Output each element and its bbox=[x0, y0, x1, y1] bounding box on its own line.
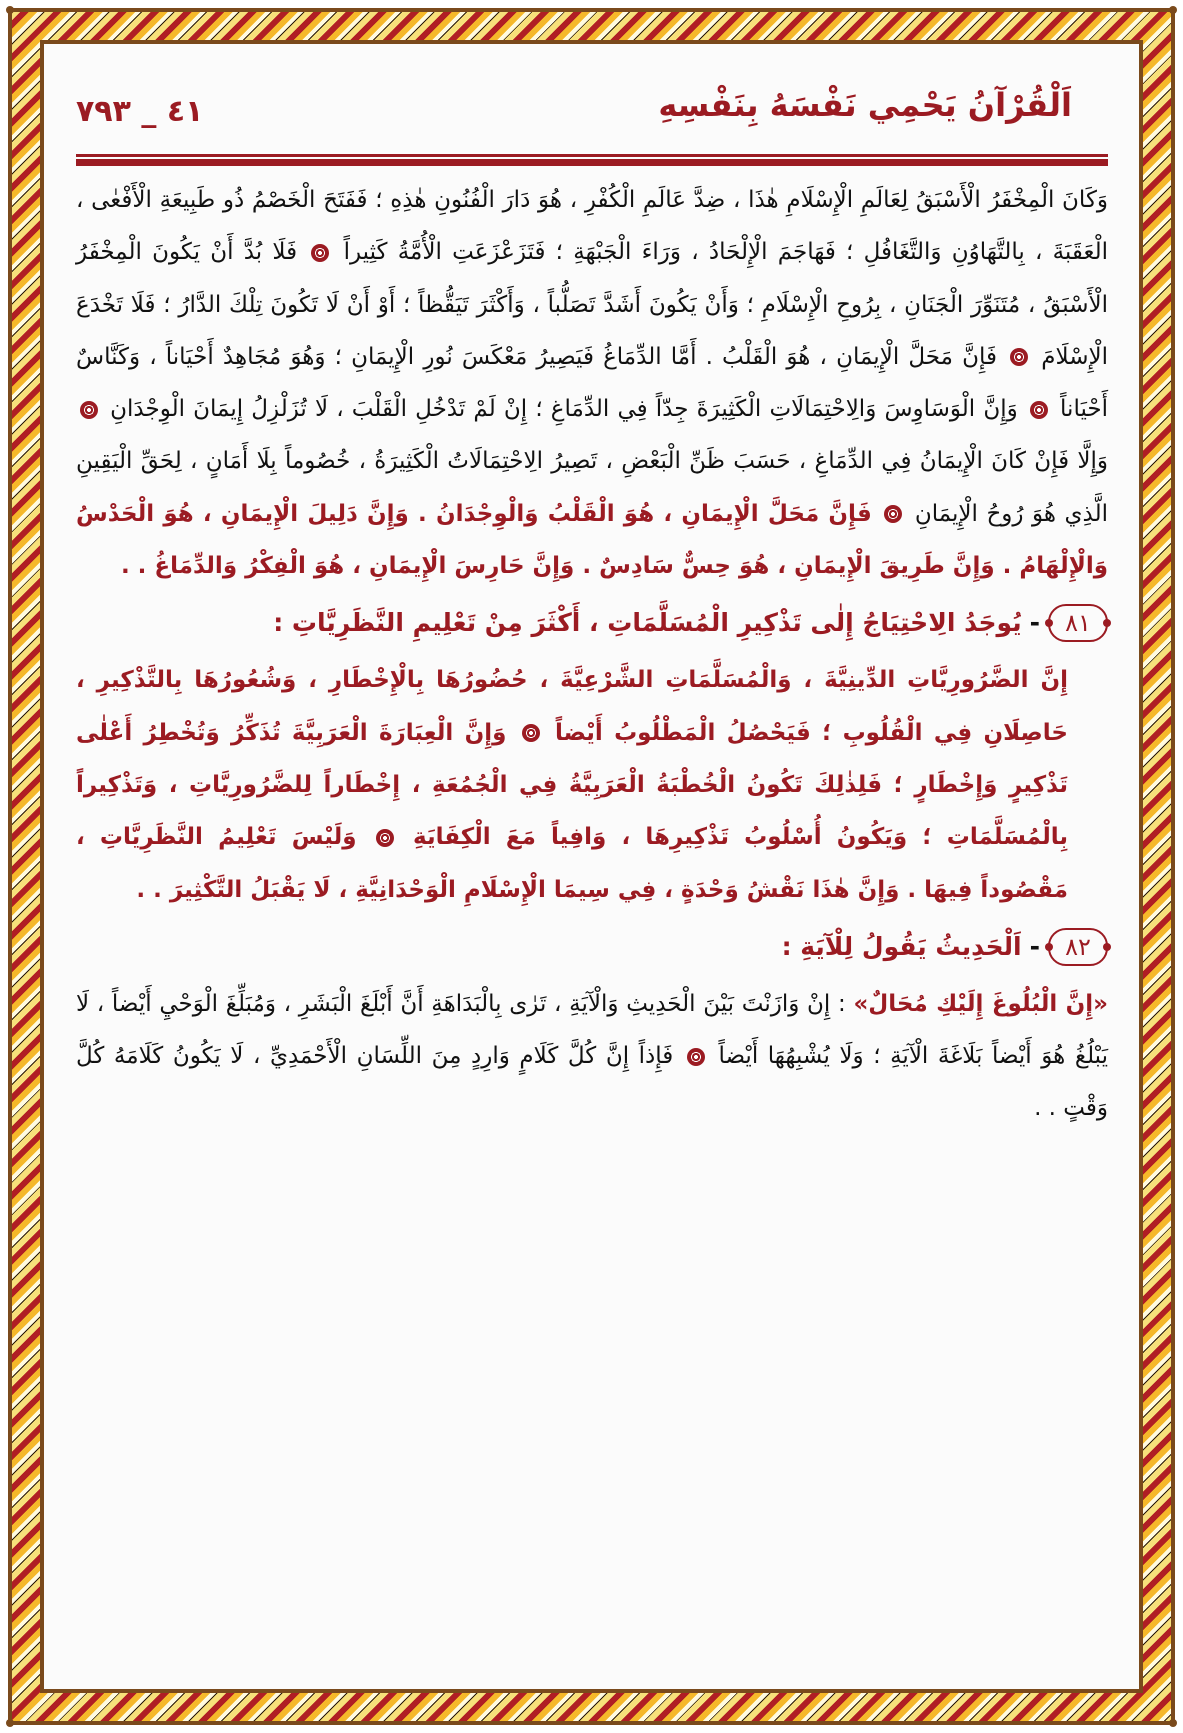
text-run: وَكَانَ الْمِخْفَرُ الْأَسْبَقُ لِعَالَمِ الْإِسْلَامِ هٰذَا ، ضِدَّ عَالَمِ الْكُفْرِ ، هُوَ دَارَ الْفُنُونِ هٰذِهِ ؛ فَفَتَحَ الْخَصْمُ ذُو طَبِيعَةِ الْأَفْعٰى ، الْعَقَبَةَ ، بِالتَّهَاوُنِ وَالتَّغَافُلِ ؛ فَهَاجَمَ الْإِلْحَادُ ، وَرَاءَ الْجَبْهَةِ ؛ فَتَزَعْزَعَتِ الْأُمَّةُ كَثِيراً bbox=[76, 187, 1109, 266]
flower-ornament-icon bbox=[1010, 348, 1028, 366]
header-rule-thin bbox=[76, 154, 1108, 157]
corner-knob-icon bbox=[1169, 6, 1177, 14]
flower-ornament-icon bbox=[80, 401, 98, 419]
corner-knob-icon bbox=[1169, 1719, 1177, 1727]
page-number: ٤١ _ ٧٩٣ bbox=[76, 94, 204, 129]
section-heading-82 bbox=[76, 916, 1108, 978]
highlighted-text-run: فَإِنَّ مَحَلَّ الْإِيمَانِ ، هُوَ الْقَلْبُ وَالْوِجْدَانُ . وَإِنَّ دَلِيلَ الْإِيمَانِ ، هُوَ الْحَدْسُ وَالْإِلْهَامُ . وَإِنَّ طَرِيقَ الْإِيمَانِ ، هُوَ حِسٌّ سَادِسٌ . وَإِنَّ حَارِسَ الْإِيمَانِ ، هُوَ الْفِكْرُ وَالدِّمَاغُ . . bbox=[76, 500, 1108, 580]
text-run: : إِنْ وَازَنْتَ بَيْنَ الْحَدِيثِ وَالْآيَةِ ، تَرٰى بِالْبَدَاهَةِ أَنَّ أَبْلَغَ الْبَشَرِ ، وَمُبَلِّغَ الْوَحْيِ أَيْضاً ، لَا يَبْلُغُ هُوَ أَيْضاً بَلَاغَةَ الْآيَةِ ؛ وَلَا يُشْبِهُهَا أَيْضاً bbox=[76, 990, 1109, 1070]
section-heading-81 bbox=[76, 592, 1108, 654]
corner-knob-icon bbox=[6, 6, 14, 14]
text-run: وَإِنَّ الْعِبَارَةَ الْعَرَبِيَّةَ تُذَكِّرُ وَتُخْطِرُ أَعْلٰى تَذْكِيرٍ وَإِخْطَارٍ ؛ فَلِذٰلِكَ تَكُونُ الْخُطْبَةُ الْعَرَبِيَّةُ فِي الْجُمُعَةِ ، إِخْطَاراً لِلضَّرُورِيَّاتِ ، وَتَذْكِيراً بِالْمُسَلَّمَاتِ ؛ وَيَكُونُ أُسْلُوبُ تَذْكِيرِهَا ، وَافِياً مَعَ الْكِفَايَةِ bbox=[76, 719, 1069, 851]
flower-ornament-icon bbox=[884, 505, 902, 523]
header-rule-thick bbox=[76, 159, 1108, 166]
flower-ornament-icon bbox=[376, 829, 394, 847]
page-header bbox=[72, 72, 1112, 152]
text-run: إِنَّ الضَّرُورِيَّاتِ الدِّينِيَّةَ ، وَالْمُسَلَّمَاتِ الشَّرْعِيَّةَ ، حُضُورُهَا بِالْإِخْطَارِ ، وَشُعُورُهَا بِالتَّذْكِيرِ ، حَاصِلَانِ فِي الْقُلُوبِ ؛ فَيَحْصُلُ الْمَطْلُوبُ أَيْضاً bbox=[76, 667, 1068, 746]
text-run: فَإِذاً إِنَّ كُلَّ كَلَامٍ وَارِدٍ مِنَ اللِّسَانِ الْأَحْمَدِيِّ ، لَا يَكُونُ كَلَامَهُ كُلَّ وَقْتٍ . . bbox=[76, 1043, 1108, 1122]
heading-dash: - bbox=[1029, 608, 1040, 638]
paragraph-82 bbox=[76, 978, 1108, 1135]
paragraph-81 bbox=[76, 654, 1108, 915]
section-heading-text: اَلْحَدِيثُ يَقُولُ لِلْآيَةِ : bbox=[781, 931, 1022, 961]
corner-knob-icon bbox=[6, 1719, 14, 1727]
section-heading-text: يُوجَدُ الِاحْتِيَاجُ إِلٰى تَذْكِيرِ الْمُسَلَّمَاتِ ، أَكْثَرَ مِنْ تَعْلِيمِ النَّظَرِيَّاتِ : bbox=[273, 608, 1022, 638]
ornate-number-badge-icon: ٨٢ bbox=[1048, 928, 1108, 966]
page-title: اَلْقُرْآنُ يَحْمِي نَفْسَهُ بِنَفْسِهِ bbox=[658, 86, 1072, 124]
text-run: وَإِلَّا فَإِنْ كَانَ الْإِيمَانُ فِي الدِّمَاغِ ، حَسَبَ ظَنِّ الْبَعْضِ ، تَصِيرُ الِاحْتِمَالَاتُ الْكَثِيرَةُ ، خُصُوماً بِلَا أَمَانٍ ، لِحَقِّ الْيَقِينِ الَّذِي هُوَ رُوحُ الْإِيمَانِ bbox=[76, 448, 1109, 527]
ornate-number-badge-icon: ٨١ bbox=[1048, 604, 1108, 642]
paragraph-1 bbox=[76, 174, 1108, 592]
text-run: وَإِنَّ الْوَسَاوِسَ وَالِاحْتِمَالَاتِ الْكَثِيرَةَ جِدّاً فِي الدِّمَاغِ ؛ إِنْ لَمْ تَدْخُلِ الْقَلْبَ ، لَا تُزَلْزِلُ إِيمَانَ الْوِجْدَانِ bbox=[110, 396, 1018, 423]
text-run: فَإِنَّ مَحَلَّ الْإِيمَانِ ، هُوَ الْقَلْبُ . أَمَّا الدِّمَاغُ فَيَصِيرُ مَعْكَسَ نُورِ الْإِيمَانِ ؛ وَهُوَ مُجَاهِدٌ أَحْيَاناً ، وَكَنَّاسٌ أَحْيَاناً bbox=[76, 343, 1109, 423]
text-run: فَلَا بُدَّ أَنْ يَكُونَ الْمِخْفَرُ الْأَسْبَقُ ، مُتَنَوِّرَ الْجَنَانِ ، بِرُوحِ الْإِسْلَامِ ؛ وَأَنْ يَكُونَ أَشَدَّ تَصَلُّباً ، وَأَكْثَرَ تَيَقُّظاً ؛ أَوْ أَنْ لَا تَكُونَ تِلْكَ الدَّارُ ؛ فَلَا تَخْدَعَ الْإِسْلَامَ bbox=[76, 239, 1108, 370]
flower-ornament-icon bbox=[311, 244, 329, 262]
flower-ornament-icon bbox=[522, 724, 540, 742]
heading-dash: - bbox=[1029, 931, 1040, 961]
quoted-hadith: «إِنَّ الْبُلُوغَ إِلَيْكِ مُحَالٌ» bbox=[853, 990, 1109, 1017]
flower-ornament-icon bbox=[1030, 401, 1048, 419]
text-run: وَلَيْسَ تَعْلِيمُ النَّظَرِيَّاتِ ، مَقْصُوداً فِيهَا . وَإِنَّ هٰذَا نَقْشُ وَحْدَةٍ ، فِي سِيمَا الْإِسْلَامِ الْوَحْدَانِيَّةِ ، لَا يَقْبَلُ التَّكْثِيرَ . . bbox=[76, 824, 1068, 903]
flower-ornament-icon bbox=[687, 1048, 705, 1066]
page-content bbox=[72, 72, 1112, 1122]
body-text bbox=[76, 174, 1108, 1135]
